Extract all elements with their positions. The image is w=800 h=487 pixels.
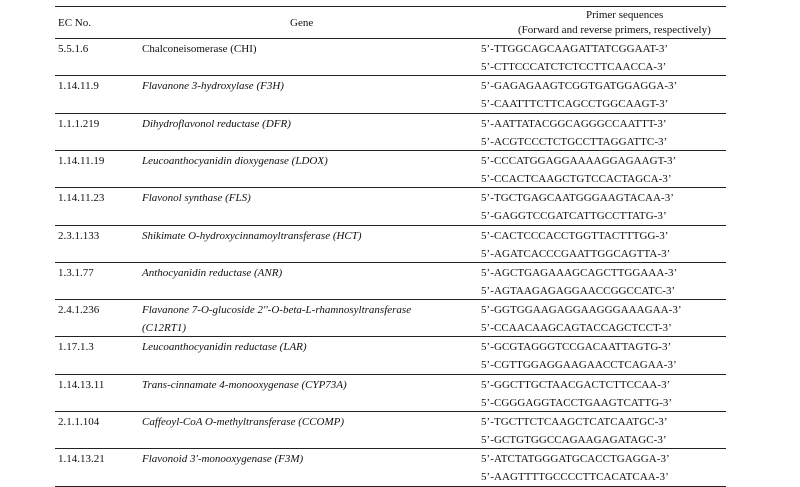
row-reverse-primer: 5’-CGGGAGGTACCTGAAGTCATTG-3’ bbox=[481, 396, 673, 409]
row-divider bbox=[55, 374, 726, 375]
row-divider bbox=[55, 299, 726, 300]
table-top-rule bbox=[55, 6, 726, 7]
row-forward-primer: 5’-GGTGGAAGAGGAAGGGAAAGAA-3’ bbox=[481, 304, 682, 317]
row-ec-number: 1.14.11.23 bbox=[58, 192, 105, 205]
row-reverse-primer: 5’-GCTGTGGCCAGAAGAGATAGC-3’ bbox=[481, 434, 667, 446]
row-reverse-primer: 5’-CAATTTCTTCAGCCTGGCAAGT-3’ bbox=[481, 98, 669, 111]
row-reverse-primer: 5’-CCACTCAAGCTGTCCACTAGCA-3’ bbox=[481, 172, 672, 185]
row-reverse-primer: 5’-CTTCCCATCTCTCCTTCAACCA-3’ bbox=[481, 61, 667, 73]
row-forward-primer: 5’-TGCTGAGCAATGGGAAGTACAA-3’ bbox=[481, 192, 674, 205]
row-ec-number: 1.3.1.77 bbox=[58, 266, 94, 279]
row-divider bbox=[55, 150, 726, 151]
row-forward-primer: 5’-GAGAGAAGTCGGTGATGGAGGA-3’ bbox=[481, 80, 678, 93]
row-ec-number: 1.14.13.11 bbox=[58, 378, 105, 391]
row-forward-primer: 5’-AGCTGAGAAAGCAGCTTGGAAA-3’ bbox=[481, 266, 678, 279]
header-gene: Gene bbox=[290, 17, 314, 29]
row-reverse-primer: 5’-ACGTCCCTCTGCCTTAGGATTC-3’ bbox=[481, 135, 668, 148]
row-divider bbox=[55, 75, 726, 76]
header-primer-line1: Primer sequences bbox=[586, 9, 664, 21]
row-gene-name: Shikimate O-hydroxycinnamoyltransferase (HCT) bbox=[142, 229, 362, 242]
row-forward-primer: 5’-TGCTTCTCAAGCTCATCAATGC-3’ bbox=[481, 416, 668, 428]
row-forward-primer: 5’-GGCTTGCTAACGACTCTTCCAA-3’ bbox=[481, 378, 671, 391]
row-gene-name: Leucoanthocyanidin reductase (LAR) bbox=[142, 341, 307, 354]
row-forward-primer: 5’-ATCTATGGGATGCACCTGAGGA-3’ bbox=[481, 453, 670, 466]
table-bottom-rule bbox=[55, 486, 726, 487]
row-gene-name: Flavanone 7-O-glucoside 2''-O-beta-L-rhamnosyltransferase bbox=[142, 304, 412, 317]
row-forward-primer: 5’-CCCATGGAGGAAAAGGAGAAGT-3’ bbox=[481, 154, 677, 167]
row-gene-name: Flavonoid 3'-monooxygenase (F3M) bbox=[142, 453, 304, 466]
row-reverse-primer: 5’-GAGGTCCGATCATTGCCTTATG-3’ bbox=[481, 210, 667, 223]
row-gene-name: Trans-cinnamate 4-monooxygenase (CYP73A) bbox=[142, 378, 347, 391]
row-ec-number: 5.5.1.6 bbox=[58, 43, 89, 55]
row-reverse-primer: 5’-CGTTGGAGGAAGAACCTCAGAA-3’ bbox=[481, 359, 677, 372]
row-divider bbox=[55, 225, 726, 226]
row-forward-primer: 5’-AATTATACGGCAGGGCCAATTT-3’ bbox=[481, 117, 667, 130]
row-gene-name: Leucoanthocyanidin dioxygenase (LDOX) bbox=[142, 154, 328, 167]
row-reverse-primer: 5’-CCAACAAGCAGTACCAGCTCCT-3’ bbox=[481, 322, 672, 335]
row-forward-primer: 5’-TTGGCAGCAAGATTATCGGAAT-3’ bbox=[481, 43, 669, 55]
row-gene-name: Anthocyanidin reductase (ANR) bbox=[142, 266, 283, 279]
row-ec-number: 1.17.1.3 bbox=[58, 341, 94, 354]
row-ec-number: 2.3.1.133 bbox=[58, 229, 100, 242]
row-gene-name: Chalconeisomerase (CHI) bbox=[142, 43, 257, 55]
row-reverse-primer: 5’-AGTAAGAGAGGAACCGGCCATC-3’ bbox=[481, 284, 676, 297]
row-ec-number: 2.4.1.236 bbox=[58, 304, 100, 317]
row-divider bbox=[55, 113, 726, 114]
row-gene-name: Flavanone 3-hydroxylase (F3H) bbox=[142, 80, 284, 93]
row-gene-name: Flavonol synthase (FLS) bbox=[142, 192, 251, 205]
row-reverse-primer: 5’-AAGTTTTGCCCCTTCACATCAA-3’ bbox=[481, 471, 669, 484]
row-divider bbox=[55, 448, 726, 449]
row-ec-number: 1.1.1.219 bbox=[58, 117, 100, 130]
row-forward-primer: 5’-CACTCCCACCTGGTTACTTTGG-3’ bbox=[481, 229, 669, 242]
row-divider bbox=[55, 187, 726, 188]
row-ec-number: 1.14.11.19 bbox=[58, 154, 105, 167]
row-reverse-primer: 5’-AGATCACCCGAATTGGCAGTTA-3’ bbox=[481, 247, 671, 260]
row-gene-name: Dihydroflavonol reductase (DFR) bbox=[142, 117, 291, 130]
row-divider bbox=[55, 411, 726, 412]
row-ec-number: 2.1.1.104 bbox=[58, 416, 100, 428]
row-divider bbox=[55, 336, 726, 337]
row-forward-primer: 5’-GCGTAGGGTCCGACAATTAGTG-3’ bbox=[481, 341, 672, 354]
row-gene-name: (C12RT1) bbox=[142, 322, 186, 335]
header-bottom-rule bbox=[55, 38, 726, 39]
row-divider bbox=[55, 262, 726, 263]
header-primer-line2: (Forward and reverse primers, respectively) bbox=[518, 24, 711, 36]
row-ec-number: 1.14.13.21 bbox=[58, 453, 105, 466]
row-gene-name: Caffeoyl-CoA O-methyltransferase (CCOMP) bbox=[142, 416, 345, 428]
row-ec-number: 1.14.11.9 bbox=[58, 80, 99, 93]
header-ec-no: EC No. bbox=[58, 17, 91, 29]
